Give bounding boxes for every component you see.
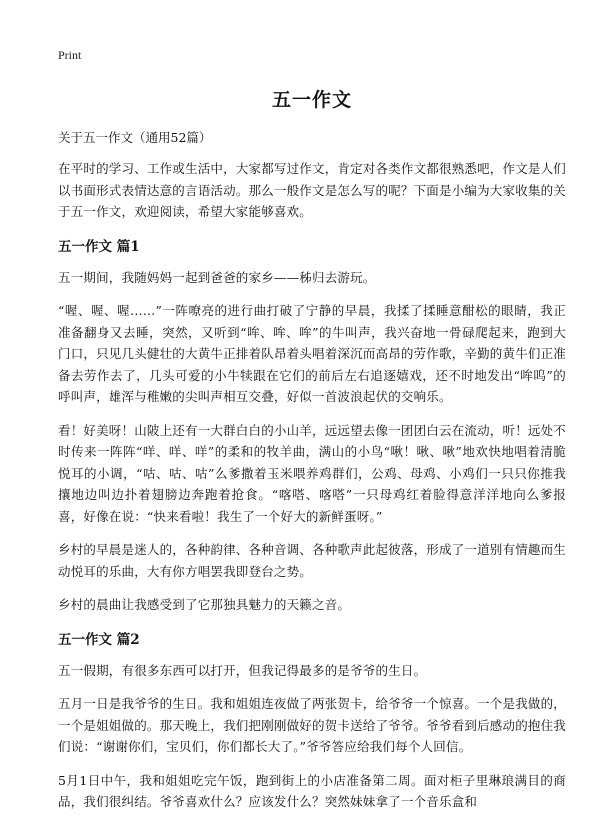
section-heading: 五一作文 篇1 xyxy=(58,238,140,255)
intro-paragraph: 在平时的学习、工作或生活中，大家都写过作文，肯定对各类作文都很熟悉吧，作文是人们以书面形式表情达意的言语活动。那么一般作文是怎么写的呢？下面是小编为大家收集的关于五一作文，欢迎阅读，希望大家能够喜欢。 xyxy=(58,161,567,219)
paragraph: 5月1日中午，我和姐姐吃完午饭，跑到街上的小店准备第二周。面对柜子里琳琅满目的商品，我们很纠结。爷爷喜欢什么？应该发什么？突然妹妹拿了一个音乐盒和 xyxy=(58,772,566,809)
document-subtitle: 关于五一作文（通用52篇） xyxy=(58,130,212,145)
print-link[interactable]: Print xyxy=(58,48,82,62)
paragraph: 五一假期，有很多东西可以打开，但我记得最多的是爷爷的生日。 xyxy=(58,662,427,678)
section-heading: 五一作文 篇2 xyxy=(58,631,140,648)
paragraph: 五一期间，我随妈妈一起到爸爸的家乡——秭归去游玩。 xyxy=(58,269,376,285)
paragraph: 五月一日是我爷爷的生日。我和姐姐连夜做了两张贺卡，给爷爷一个惊喜。一个是我做的，一个是姐姐做的。那天晚上，我们把刚刚做好的贺卡送给了爷爷。爷爷看到后感动的抱住我们说：“谢谢你们，宝贝们，你们都长大了。”爷爷答应给我们每个人回信。 xyxy=(58,696,567,754)
paragraph: 乡村的早晨是迷人的，各种韵律、各种音调、各种歌声此起彼落，形成了一道别有情趣而生动悦耳的乐曲，大有你方唱罢我即登台之势。 xyxy=(58,542,567,579)
paragraph: 乡村的晨曲让我感受到了它那独具魅力的天籁之音。 xyxy=(58,597,351,612)
document-title: 五一作文 xyxy=(271,89,352,111)
paragraph: 看！好美呀！山陂上还有一大群白白的小山羊，远远望去像一团团白云在流动，听！远处不时传来一阵阵“咩、咩、咩”的柔和的牧羊曲，满山的小鸟“啾！啾、啾”地欢快地唱着清脆悦耳的小调，“咕、咕、咕”么爹撒着玉米喂养鸡群们，公鸡、母鸡、小鸡们一只只你推我攘地边叫边扑着翅膀边奔跑着抢食。“喀嗒、喀嗒”一只母鸡红着脸得意洋洋地向么爹报喜，好像在说：“快来看啦！我生了一个好大的新鲜蛋呀。” xyxy=(58,422,567,524)
paragraph: “喔、喔、喔……”一阵嘹亮的进行曲打破了宁静的早晨，我揉了揉睡意酣松的眼睛，我正准备翻身又去睡，突然，又听到“哞、哞、哞”的牛叫声，我兴奋地一骨碌爬起来，跑到大门口，只见几头健壮的大黄牛正排着队昂着头唱着深沉而高昂的劳作歌，辛勤的黄牛们正准备去劳作去了，几头可爱的小牛犊跟在它们的前后左右追逐嬉戏，还不时地发出“哞呜”的呼叫声，雄浑与稚嫩的尖叫声相互交叠，好似一首波浪起伏的交响乐。 xyxy=(58,303,567,404)
